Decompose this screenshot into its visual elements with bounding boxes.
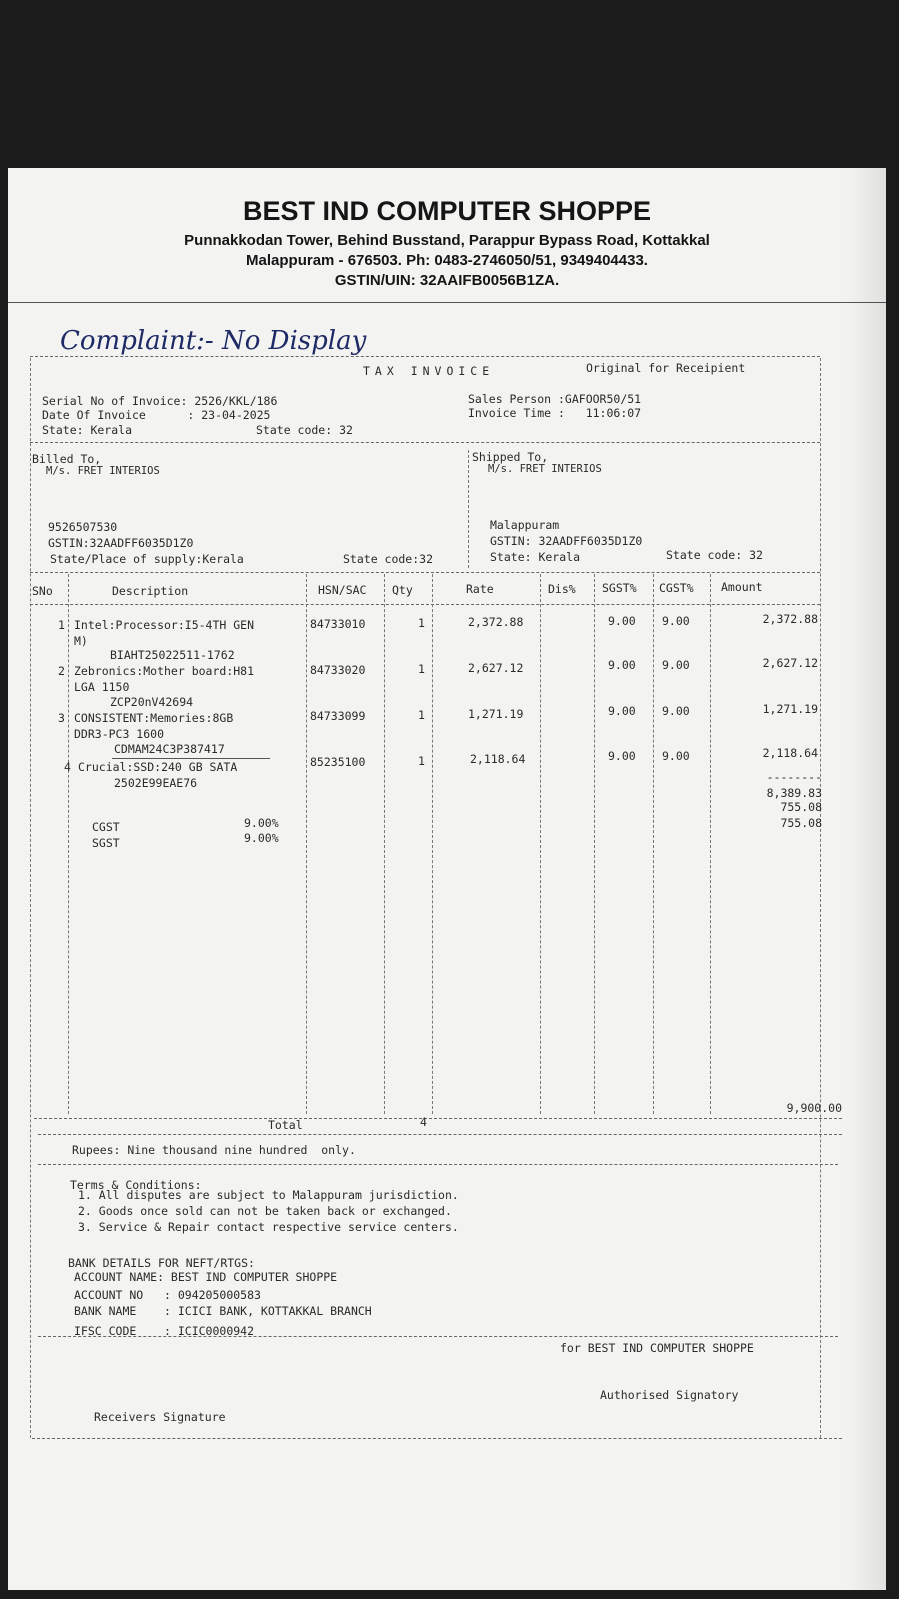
shop-address-line1: Punnakkodan Tower, Behind Busstand, Parappur Bypass Road, Kottakkal	[184, 232, 710, 249]
shop-address-line2: Malappuram - 676503. Ph: 0483-2746050/51, 9349404433.	[246, 252, 648, 269]
col-header-sno: SNo	[32, 584, 53, 598]
row-qty: 1	[418, 708, 425, 722]
billed-to-place-of-supply: State/Place of supply:Kerala	[50, 552, 244, 566]
rupees-in-words: Rupees: Nine thousand nine hundred only.	[72, 1143, 356, 1157]
bank-bottom-rule	[38, 1336, 838, 1337]
terms-item-3: 3. Service & Repair contact respective service centers.	[78, 1220, 459, 1234]
row-qty: 1	[418, 662, 425, 676]
column-rule-qty	[432, 574, 433, 1114]
row-rate: 2,372.88	[468, 615, 524, 629]
bank-account-name: ACCOUNT NAME: BEST IND COMPUTER SHOPPE	[74, 1270, 338, 1284]
bank-heading: BANK DETAILS FOR NEFT/RTGS:	[68, 1256, 255, 1270]
tax-cgst-amount: 755.08	[780, 800, 822, 814]
billed-to-phone: 9526507530	[48, 520, 118, 534]
row-cgst: 9.00	[662, 749, 690, 763]
subtotal-rule: --------	[766, 770, 822, 784]
row-serial: BIAHT25022511-1762	[110, 648, 235, 662]
row-hsn: 85235100	[310, 755, 366, 769]
total-bottom-rule	[38, 1134, 842, 1135]
column-rule-sno	[68, 574, 69, 1114]
col-header-sgst: SGST%	[602, 581, 637, 595]
words-bottom-rule	[38, 1164, 838, 1165]
row-amount: 1,271.19	[762, 702, 818, 716]
terms-item-2: 2. Goods once sold can not be taken back or exchanged.	[78, 1204, 452, 1218]
tax-cgst-rate: 9.00%	[244, 816, 279, 830]
invoice-state: State: Kerala	[42, 423, 133, 437]
for-shop-label: for BEST IND COMPUTER SHOPPE	[560, 1341, 754, 1355]
row-serial: 2502E99EAE76	[114, 776, 198, 790]
shipped-to-heading: Shipped To,	[472, 450, 549, 464]
row-description: CONSISTENT:Memories:8GB	[74, 711, 234, 725]
row-sgst: 9.00	[608, 749, 636, 763]
table-header-top-rule	[30, 572, 820, 573]
shipped-to-gstin: GSTIN: 32AADFF6035D1Z0	[490, 534, 643, 548]
column-rule-description	[306, 574, 307, 1114]
tax-sgst-name: SGST	[92, 836, 120, 850]
subtotal-amount: 8,389.83	[766, 786, 822, 800]
billed-to-gstin: GSTIN:32AADFF6035D1Z0	[48, 536, 194, 550]
row-hsn: 84733010	[310, 617, 366, 631]
row-description-cont: M)	[74, 634, 88, 648]
row-sgst: 9.00	[608, 658, 636, 672]
box-right-rule	[820, 358, 821, 1438]
column-rule-dis	[594, 574, 595, 1114]
total-label: Total	[268, 1118, 303, 1132]
row-serial: ZCP20nV42694	[110, 695, 194, 709]
sales-person: Sales Person :GAFOOR50/51	[468, 392, 642, 406]
row-amount: 2,372.88	[762, 612, 818, 626]
tax-cgst-name: CGST	[92, 820, 120, 834]
row-sno: 2	[58, 664, 65, 678]
invoice-title: TAX INVOICE	[363, 364, 495, 378]
row-hsn: 84733020	[310, 663, 366, 677]
tax-sgst-amount: 755.08	[780, 816, 822, 830]
shop-name: BEST IND COMPUTER SHOPPE	[242, 196, 652, 226]
row-rate: 2,118.64	[470, 752, 526, 766]
row-qty: 1	[418, 754, 425, 768]
col-header-cgst: CGST%	[659, 581, 694, 595]
terms-heading: Terms & Conditions:	[70, 1178, 202, 1192]
paper-shadow	[846, 168, 886, 1590]
col-header-amount: Amount	[721, 580, 763, 594]
header-divider	[30, 442, 820, 443]
col-header-dis: Dis%	[548, 582, 576, 596]
authorised-signatory: Authorised Signatory	[600, 1388, 739, 1402]
row-qty: 1	[418, 616, 425, 630]
shipped-to-city: Malappuram	[490, 518, 560, 532]
invoice-state-code: State code: 32	[256, 423, 353, 437]
row-serial: CDMAM24C3P387417	[114, 742, 225, 756]
billed-to-name: M/s. FRET INTERIOS	[46, 465, 160, 477]
invoice-time: Invoice Time : 11:06:07	[468, 406, 642, 420]
bank-name: BANK NAME : ICICI BANK, KOTTAKKAL BRANCH	[74, 1304, 372, 1318]
grand-total: 9,900.00	[786, 1101, 842, 1115]
billed-to-heading: Billed To,	[32, 452, 102, 466]
receivers-signature: Receivers Signature	[94, 1410, 226, 1424]
row-description: Crucial:SSD:240 GB SATA	[78, 760, 238, 774]
row-description-cont: LGA 1150	[74, 680, 130, 694]
invoice-date: Date Of Invoice : 23-04-2025	[42, 408, 271, 422]
row-sgst: 9.00	[608, 614, 636, 628]
shipped-to-name: M/s. FRET INTERIOS	[488, 463, 602, 475]
row-description: Intel:Processor:I5-4TH GEN	[74, 618, 255, 632]
row-sgst: 9.00	[608, 704, 636, 718]
row-description: Zebronics:Mother board:H81	[74, 664, 255, 678]
row-sno: 3	[58, 711, 65, 725]
column-rule-rate	[540, 574, 541, 1114]
row-cgst: 9.00	[662, 704, 690, 718]
row-amount: 2,118.64	[762, 746, 818, 760]
row-sno: 1	[58, 618, 65, 632]
tax-sgst-rate: 9.00%	[244, 831, 279, 845]
signature-bottom-rule	[32, 1438, 842, 1439]
col-header-qty: Qty	[392, 583, 413, 597]
column-rule-cgst	[710, 574, 711, 1114]
invoice-paper	[8, 168, 886, 1590]
table-header-bottom-rule	[30, 604, 820, 605]
box-top-rule	[30, 356, 820, 357]
col-header-hsn: HSN/SAC	[318, 583, 367, 597]
invoice-serial: Serial No of Invoice: 2526/KKL/186	[42, 394, 278, 408]
col-header-rate: Rate	[466, 582, 494, 596]
serial-underline	[112, 758, 270, 759]
row-rate: 2,627.12	[468, 661, 524, 675]
letterhead-divider	[8, 302, 886, 303]
bank-ifsc: IFSC CODE : ICIC0000942	[74, 1324, 255, 1338]
invoice-copy-label: Original for Receipient	[586, 361, 746, 375]
row-hsn: 84733099	[310, 709, 366, 723]
row-rate: 1,271.19	[468, 707, 524, 721]
row-cgst: 9.00	[662, 614, 690, 628]
billed-to-state-code: State code:32	[343, 552, 434, 566]
box-left-rule	[30, 358, 31, 1438]
shipped-to-state-code: State code: 32	[666, 548, 763, 562]
bank-account-no: ACCOUNT NO : 094205000583	[74, 1288, 261, 1302]
row-sno: 4	[64, 760, 71, 774]
handwritten-complaint-note: Complaint:- No Display	[60, 326, 367, 356]
shipped-to-state: State: Kerala	[490, 550, 581, 564]
terms-item-1: 1. All disputes are subject to Malappuram jurisdiction.	[78, 1188, 459, 1202]
total-top-rule	[34, 1118, 842, 1119]
row-cgst: 9.00	[662, 658, 690, 672]
column-rule-sgst	[653, 574, 654, 1114]
shop-gstin: GSTIN/UIN: 32AAIFB0056B1ZA.	[334, 272, 560, 289]
col-header-description: Description	[112, 584, 189, 598]
total-qty: 4	[420, 1115, 427, 1129]
billing-shipping-divider	[468, 450, 469, 568]
row-description-cont: DDR3-PC3 1600	[74, 727, 165, 741]
row-amount: 2,627.12	[762, 656, 818, 670]
column-rule-hsn	[384, 574, 385, 1114]
